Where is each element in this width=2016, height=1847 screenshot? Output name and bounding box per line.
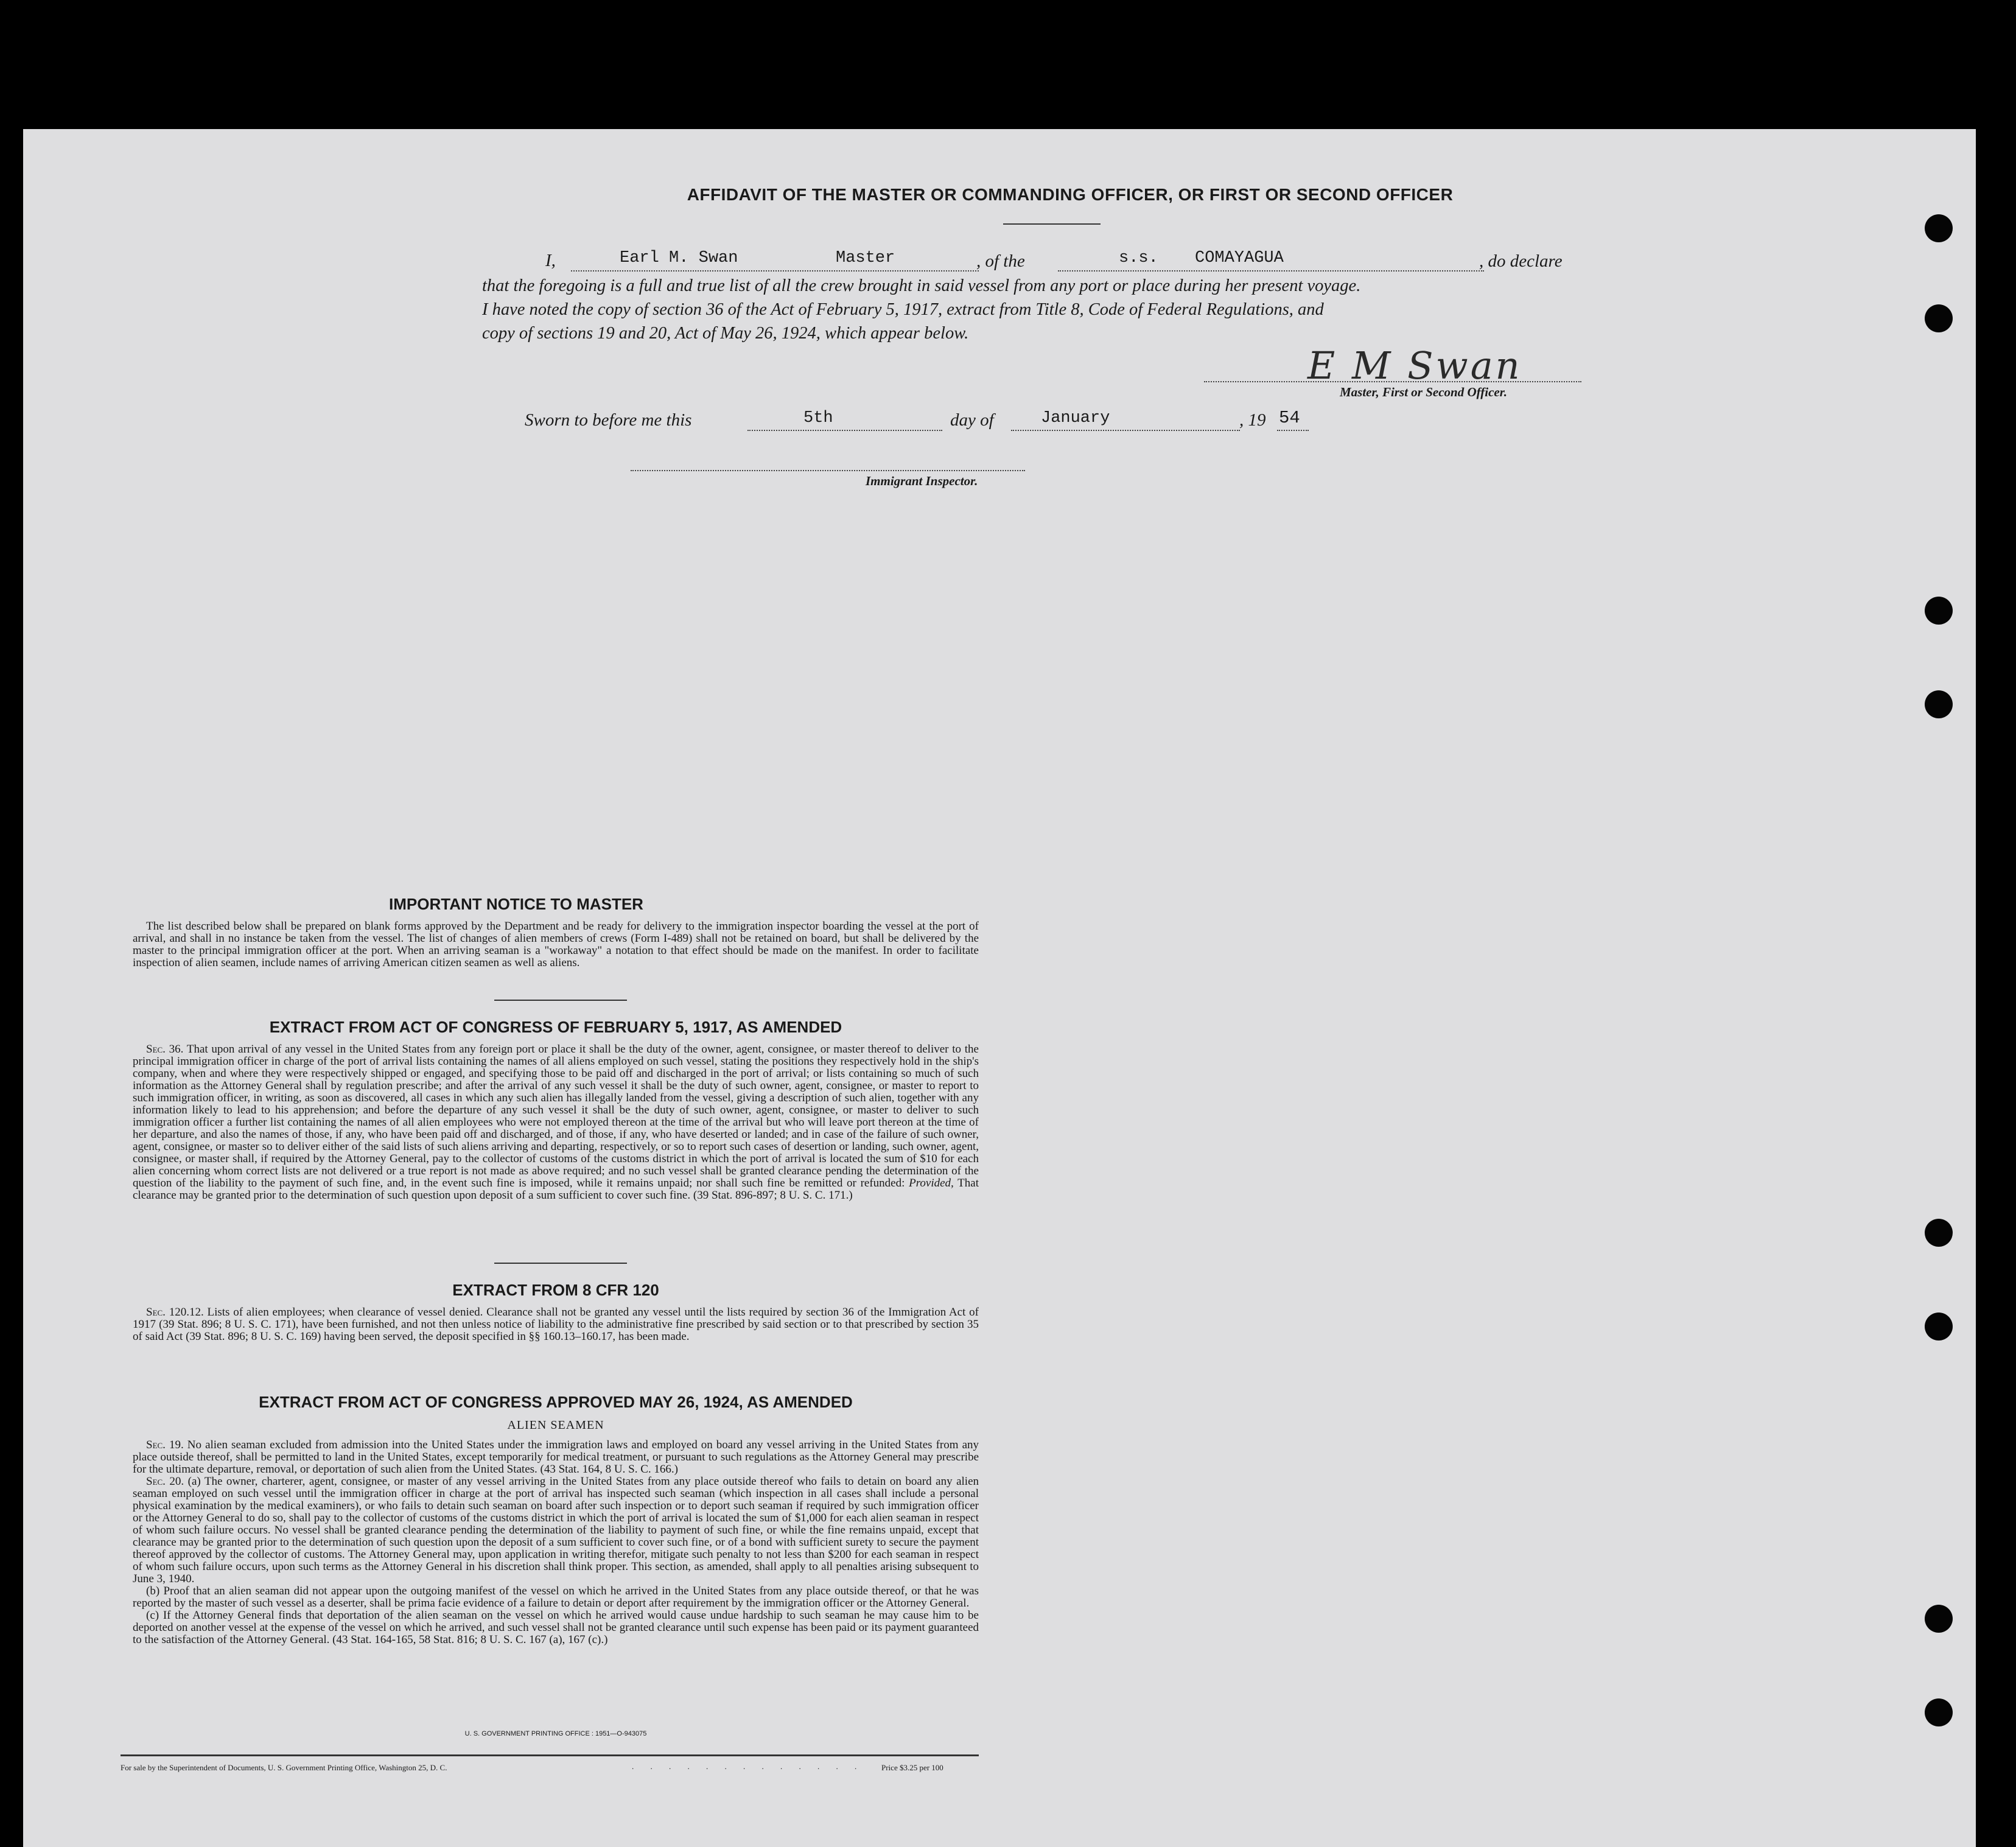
affidavit-line-3: I have noted the copy of section 36 of the Act of February 5, 1917, extract from Title 8, Code of Federal Regulations, and [482,300,1324,319]
notice-divider [494,1000,627,1001]
affidavit-line-4: copy of sections 19 and 20, Act of May 26, 1924, which appear below. [482,324,969,343]
sec-20c-text: (c) If the Attorney General finds that deportation of the alien seaman on the vessel on which he arrived would cause undue hardship to such seaman he may cause him to be deported on another vessel at the expense of the vessel on which he arrived, and such vessel shall not be granted clearance until such expense has been paid or its payment guaranteed to the satisfaction of the Attorney General. (43 Stat. 164-165, 58 Stat. 816; 8 U. S. C. 167 (a), 167 (c).) [133,1609,979,1646]
name-field-line [571,270,979,272]
sec-19-label: Sec. 19. [146,1439,184,1451]
extract-1924-title: EXTRACT FROM ACT OF CONGRESS APPROVED MAY 26, 1924, AS AMENDED [259,1393,853,1411]
inspector-line [631,470,1025,471]
master-rank: Master [836,249,895,267]
title-underline [1003,223,1101,225]
affidavit-title: AFFIDAVIT OF THE MASTER OR COMMANDING OFFICER, OR FIRST OR SECOND OFFICER [687,185,1454,204]
sworn-label: Sworn to before me this [525,410,692,430]
sworn-month: January [1041,409,1110,427]
of-the-label: , of the [976,251,1025,271]
sec-20a-paragraph [133,1476,979,1585]
binder-hole-6 [1925,1313,1953,1341]
binder-hole-1 [1925,214,1953,242]
sec-120-text: Lists of alien employees; when clearance of vessel denied. Clearance shall not be granted any vessel until the lists required by section 36 of the Immigration Act of 1917 (39 Stat. 896; 8 U. S. C. 171), have been furnished, and not then unless notice of liability to the administrative fine prescribed by said section or to that prescribed by section 35 of said Act (39 Stat. 896; 8 U. S. C. 169) having been served, the deposit specified in §§ 160.13–160.17, has been made. [133,1306,979,1343]
sec-19-text: No alien seaman excluded from admission into the United States under the immigration laws and employed on board any vessel arriving in the United States from any place outside thereof, shall be permitted to land in the United States, except temporarily for medical treatment, or pursuant to such regulations as the Attorney General may prescribe for the ultimate departure, removal, or deportation of such alien from the United States. (43 Stat. 164, 8 U. S. C. 166.) [133,1439,979,1476]
alien-seamen-subtitle: ALIEN SEAMEN [507,1418,604,1432]
printer-imprint: U. S. GOVERNMENT PRINTING OFFICE : 1951—O-943075 [464,1730,647,1737]
sec-36-text: That upon arrival of any vessel in the United States from any foreign port or place it shall be the duty of the owner, agent, consignee, or master thereof to deliver to the principal immigration officer in charge of the port of arrival lists containing the names of all aliens employed on such vessel, stating the positions they respectively hold in the ship's company, when and where they were respectively shipped or engaged, and specifying those to be paid off and discharged in the port of arrival; or lists containing so much of such information as the Attorney General shall by regulation prescribe; and after the arrival of any such vessel it shall be the duty of such owner, agent, consignee, or master to report to such immigration officer, in writing, as soon as discovered, all cases in which any such alien has illegally landed from the vessel, giving a description of such alien, together with any information likely to lead to his apprehension; and before the departure of any such vessel it shall be the duty of such owner, agent, consignee, or master to deliver to such immigration officer a further list containing the names of all alien employees who were not employed thereon at the time of the arrival but who will leave port thereon at the time of her departure, and also the names of those, if any, who have been paid off and discharged, and of those, if any, who have deserted or landed; and in case of the failure of such owner, agent, consignee, or master so to deliver either of the said lists of such aliens arriving and departing, respectively, or so to report such cases of desertion or landing, such owner, agent, consignee, or master shall, if required by the Attorney General, pay to the collector of customs of the customs district in which the port of arrival is located the sum of $10 for each alien concerning whom correct lists are not delivered or a true report is not made as above required; and no such vessel shall be granted clearance pending the determination of the question of the liability to the payment of such fine, and, in the event such fine is imposed, while it remains unpaid; nor shall such fine be remitted or refunded: [133,1043,979,1190]
do-declare-label: , do declare [1479,251,1563,271]
sale-notice: For sale by the Superintendent of Documents, U. S. Government Printing Office, Washington 25, D. C. [121,1763,447,1772]
price-notice: Price $3.25 per 100 [881,1763,943,1772]
extract-cfr-body [133,1306,979,1343]
binder-hole-3 [1925,597,1953,625]
extract-1917-title: EXTRACT FROM ACT OF CONGRESS OF FEBRUARY 5, 1917, AS AMENDED [269,1018,842,1036]
vessel-field-line [1058,270,1484,272]
binder-hole-5 [1925,1219,1953,1247]
sec-120-label: Sec. 120.12. [146,1306,204,1319]
inspector-caption: Immigrant Inspector. [866,474,978,488]
day-field-line [747,430,942,431]
sec-36-text-end: That clearance may be granted prior to the determination of such question upon deposit of a sum sufficient to cover such fine. (39 Stat. 896-897; 8 U. S. C. 171.) [133,1177,979,1202]
sec-20a-text: (a) The owner, charterer, agent, consignee, or master of any vessel arriving in the United States from any place outside thereof who fails to detain on board any alien seaman employed on such vessel until the immigration officer in charge at the port of arrival has inspected such seaman (which inspection in all cases shall include a personal physical examination by the medical examiners), or who fails to detain such seaman on board after such inspection or to deport such seaman if required by such immigration officer or the Attorney General to do so, shall pay to the collector of customs of the customs district in which the port of arrival is located the sum of $1,000 for each alien seaman in respect of whom such failure occurs. No vessel shall be granted clearance pending the determination of the liability to payment of such fine, or while the fine remains unpaid, except that clearance may be granted prior to the determination of such question upon the deposit of a sum sufficient to cover such fine, or of a bond with sufficient surety to secure the payment thereof approved by the collector of customs. The Attorney General may, upon application in writing therefor, mitigate such penalty to not less than $200 for each seaman in respect of whom such failure occurs, upon such terms as the Attorney General in his discretion shall think proper. This section, as amended, shall apply to all penalties arising subsequent to June 3, 1940. [133,1475,979,1585]
vessel-prefix: s.s. [1119,249,1158,267]
notice-title: IMPORTANT NOTICE TO MASTER [389,895,643,913]
sec-20-label: Sec. 20. [146,1475,184,1488]
vessel-name: COMAYAGUA [1195,249,1284,267]
sec-36-label: Sec. 36. [146,1043,184,1056]
binder-hole-7 [1925,1605,1953,1633]
extract-cfr-title: EXTRACT FROM 8 CFR 120 [452,1281,659,1299]
i-label: I, [545,251,556,270]
month-field-line [1011,430,1240,431]
footer-rule [121,1754,979,1756]
sec-19-paragraph [133,1439,979,1476]
binder-hole-4 [1925,690,1953,718]
master-signature: E M Swan [1307,343,1522,388]
signature-caption: Master, First or Second Officer. [1340,385,1507,399]
affidavit-line-2: that the foregoing is a full and true list of all the crew brought in said vessel from any port or place during her present voyage. [482,276,1361,295]
day-of-label: day of [950,410,994,430]
notice-body: The list described below shall be prepared on blank forms approved by the Department and be ready for delivery to the immigration inspector boarding the vessel at the port of arrival, and shall in no instance be taken from the vessel. The list of changes of alien members of crews (Form I-489) shall not be retained on board, but shall be delivered by the master to the principal immigration officer at the port. When an arriving seaman is a "workaway" a notation to that effect should be made on the manifest. In order to facilitate inspection of alien seamen, include names of arriving American citizen seamen as well as aliens. [133,920,979,969]
sec-20b-text: (b) Proof that an alien seaman did not appear upon the outgoing manifest of the vessel on which he arrived in the United States from any place outside thereof, or that he was reported by the master of such vessel as a deserter, shall be prima facie evidence of a failure to detain or deport after requirement by the immigration officer or the Attorney General. [133,1585,979,1610]
year-prefix: , 19 [1239,410,1266,430]
extract-1917-divider [494,1263,627,1264]
price-leader: . . . . . . . . . . . . . [632,1762,864,1771]
year-field-line [1277,430,1309,431]
extract-1917-body [133,1043,979,1202]
sworn-day: 5th [803,409,833,427]
provided-word: Provided, [909,1177,954,1190]
binder-hole-2 [1925,304,1953,332]
binder-hole-8 [1925,1698,1953,1726]
sworn-year: 54 [1279,408,1300,428]
master-name: Earl M. Swan [620,249,738,267]
form-sheet [23,129,1976,1847]
